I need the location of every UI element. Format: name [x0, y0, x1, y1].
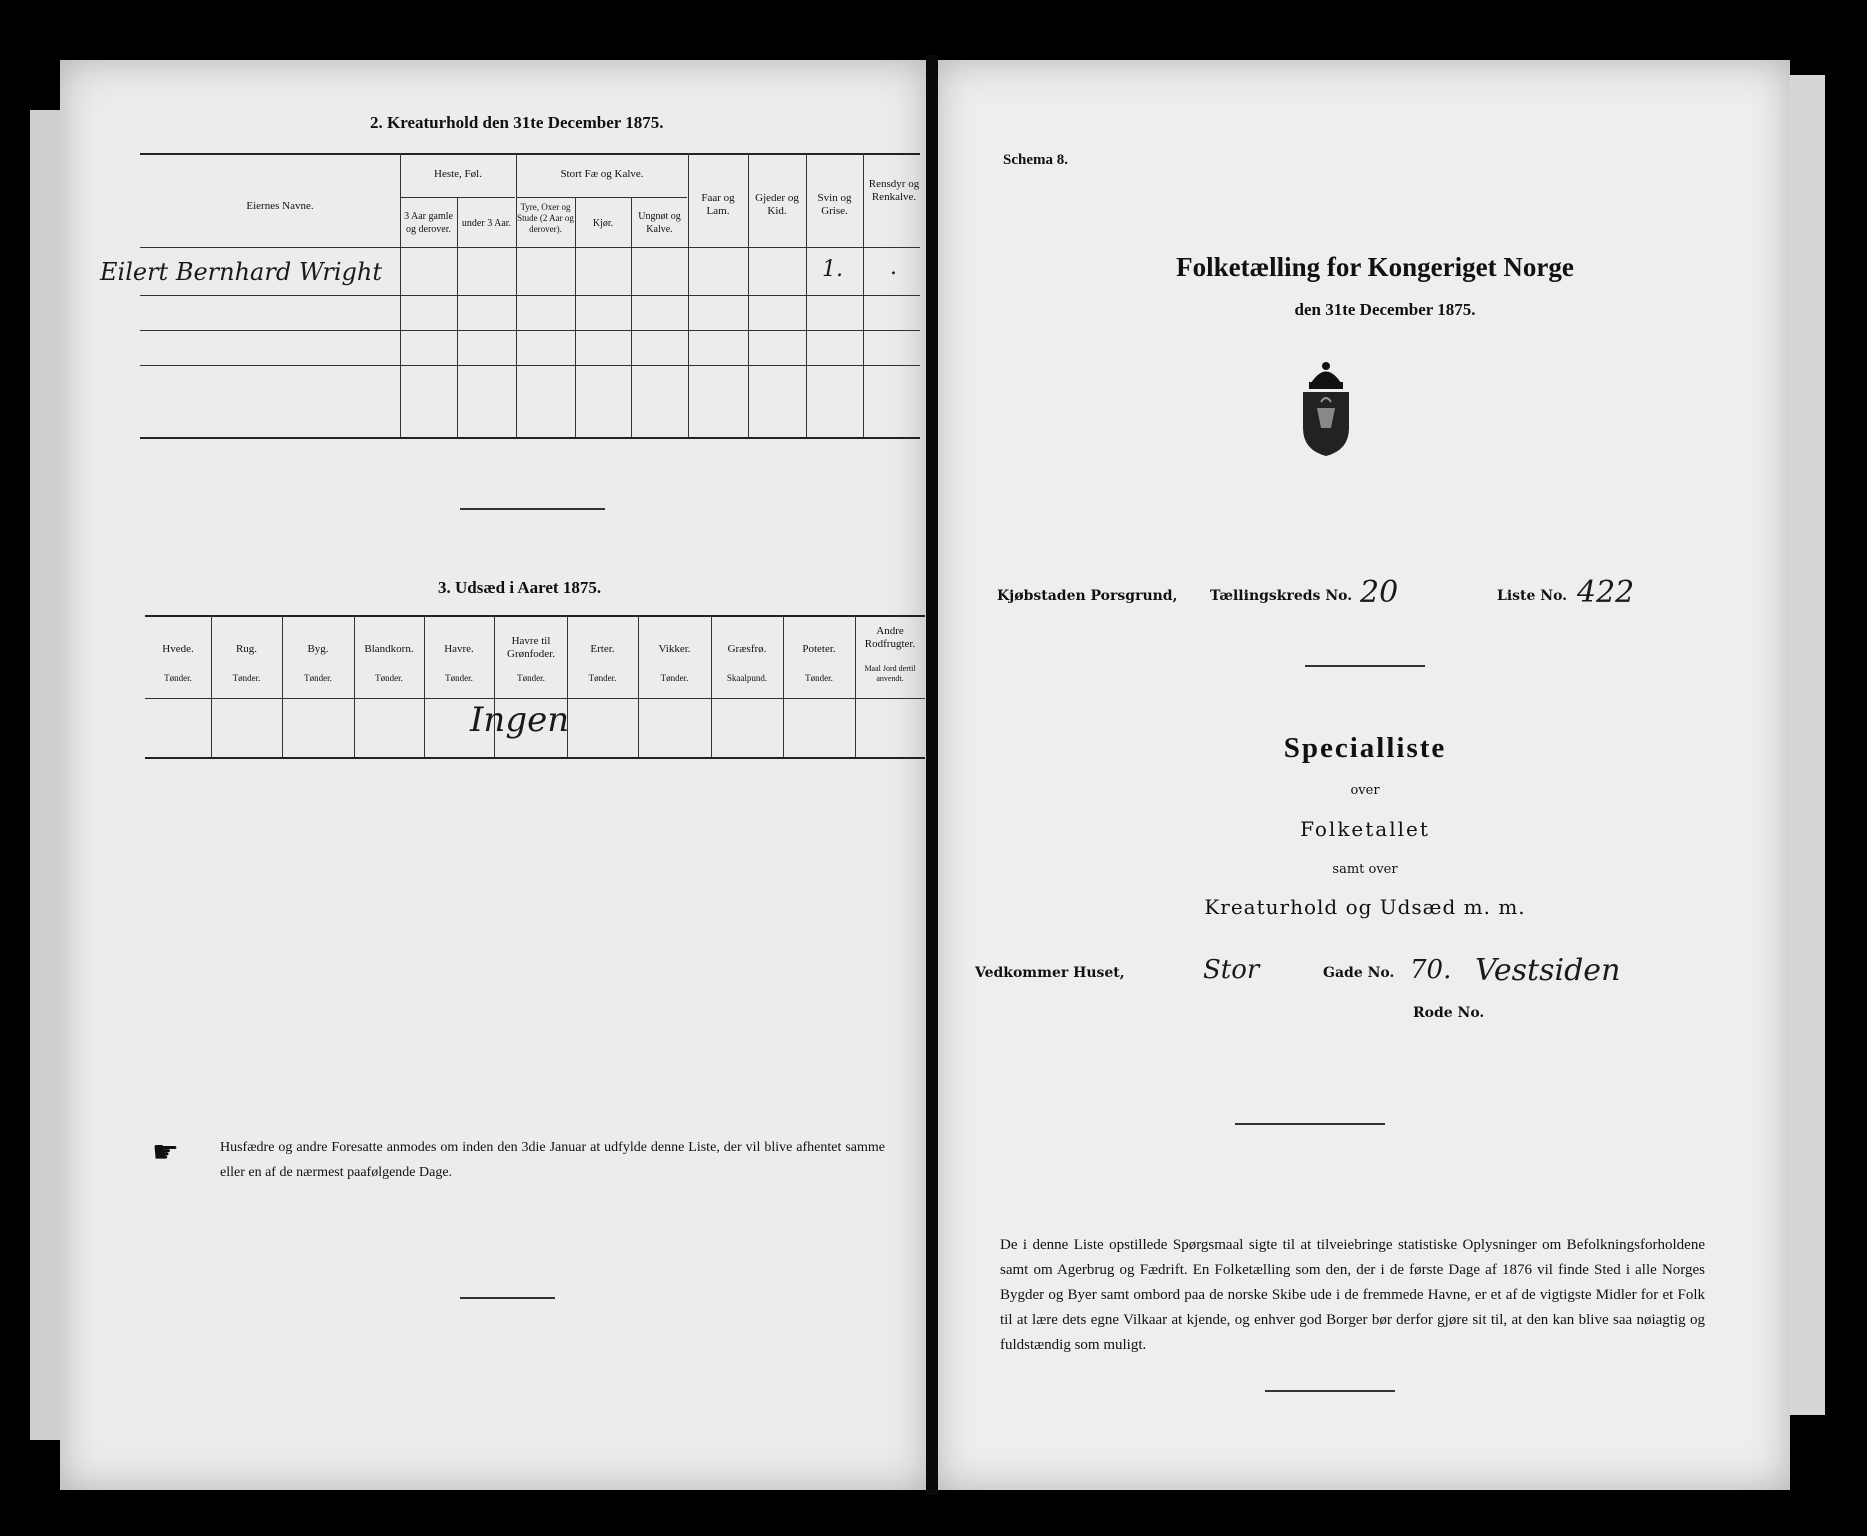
owner-name-handwritten: Eilert Bernhard Wright: [100, 258, 383, 286]
seed-unit-mixed: Tønder.: [375, 673, 403, 683]
section2-title: 2. Kreaturhold den 31te December 1875.: [370, 113, 664, 132]
side-handwritten: Vestsiden: [1475, 953, 1621, 988]
seed-unit-wheat: Tønder.: [164, 673, 192, 683]
pointing-hand-icon: ☛: [152, 1135, 179, 1170]
header-horses-old: 3 Aar gamle og derover.: [404, 211, 453, 235]
seed-unit-grass: Skaalpund.: [726, 673, 768, 683]
date-line: den 31te December 1875.: [1294, 300, 1476, 319]
livestock-row-line-1: [140, 295, 920, 296]
seed-header-potatoes: Poteter.: [802, 643, 836, 655]
seed-table-bottom: [145, 757, 925, 759]
seed-header-line: [145, 698, 925, 699]
house-label: Vedkommer Huset,: [975, 965, 1125, 981]
seed-col-divider: [711, 615, 712, 757]
schema-label: Schema 8.: [1003, 152, 1068, 168]
list-label: Liste No.: [1497, 588, 1568, 604]
header-pigs: Svin og Grise.: [817, 192, 852, 217]
livestock-table-bottom: [140, 437, 920, 439]
header-goats: Gjeder og Kid.: [755, 192, 799, 217]
livestock-table-top: [140, 153, 920, 155]
header-sheep: Faar og Lam.: [701, 192, 735, 217]
district-number-handwritten: 20: [1360, 575, 1399, 610]
gade-number-handwritten: 70.: [1410, 955, 1452, 985]
header-cattle-young: Ungnøt og Kalve.: [638, 211, 681, 235]
header-horses-young: under 3 Aar.: [461, 218, 512, 229]
seed-header-mixed: Blandkorn.: [364, 643, 414, 655]
street-handwritten: Stor: [1203, 955, 1260, 985]
samt-over-text: samt over: [1332, 862, 1398, 877]
seed-col-divider: [424, 615, 425, 757]
seed-col-divider: [638, 615, 639, 757]
seed-header-rye: Rug.: [235, 643, 258, 655]
col-divider: [516, 153, 517, 437]
col-divider: [400, 153, 401, 437]
header-cattle-bulls: Tyre, Oxer og Stude (2 Aar og derover).: [517, 202, 574, 234]
col-divider: [457, 197, 458, 437]
seed-unit-vetch: Tønder.: [660, 673, 689, 683]
header-owner: Eiernes Navne.: [246, 200, 314, 212]
kreaturhold-title: Kreaturhold og Udsæd m. m.: [1204, 895, 1526, 919]
seed-header-peas: Erter.: [590, 643, 615, 655]
seed-header-vetch: Vikker.: [658, 643, 691, 655]
separator-line: [1235, 1123, 1385, 1125]
over-text: over: [1350, 783, 1380, 798]
seed-row-note-handwritten: Ingen: [470, 700, 570, 740]
seed-unit-peas: Tønder.: [588, 673, 617, 683]
gade-label: Gade No.: [1323, 965, 1395, 981]
book-binding: [926, 55, 938, 1495]
col-divider: [575, 197, 576, 437]
seed-unit-roots: Maal Jord dertil anvendt.: [864, 664, 916, 683]
header-cattle: Stort Fæ og Kalve.: [560, 168, 644, 180]
list-number-handwritten: 422: [1577, 575, 1635, 610]
separator-line: [460, 508, 605, 510]
main-title: Folketælling for Kongeriget Norge: [1176, 252, 1574, 282]
pigs-count-handwritten: 1.: [822, 257, 843, 282]
coat-of-arms-icon: [1291, 358, 1361, 458]
seed-col-divider: [354, 615, 355, 757]
reindeer-mark: .: [890, 255, 897, 280]
livestock-row-line-3: [140, 365, 920, 366]
seed-header-wheat: Hvede.: [162, 643, 194, 655]
seed-col-divider: [783, 615, 784, 757]
livestock-row-line-2: [140, 330, 920, 331]
header-horses: Heste, Føl.: [434, 168, 482, 180]
left-page: [60, 60, 928, 1490]
right-page: [935, 60, 1790, 1490]
seed-unit-rye: Tønder.: [232, 673, 261, 683]
bottom-rule: [460, 1297, 555, 1299]
seed-header-grass: Græsfrø.: [727, 643, 767, 655]
cattle-subheader-line: [517, 197, 687, 198]
notice-text: Husfædre og andre Foresatte anmodes om inden den 3die Januar at udfylde denne Liste, der vil blive afhentet samme eller en af de nærmest paafølgende Dage.: [220, 1140, 885, 1180]
bottom-rule: [1265, 1390, 1395, 1392]
separator-line: [1305, 665, 1425, 667]
town-label: Kjøbstaden Porsgrund,: [997, 588, 1178, 604]
header-reindeer: Rensdyr og Renkalve.: [868, 178, 920, 203]
seed-col-divider: [211, 615, 212, 757]
seed-header-green-oats: Havre til Grønfoder.: [507, 635, 555, 660]
header-cattle-cows: Kjør.: [592, 218, 614, 229]
seed-header-oats: Havre.: [444, 643, 474, 655]
seed-unit-barley: Tønder.: [304, 673, 332, 683]
seed-unit-potatoes: Tønder.: [805, 673, 833, 683]
seed-header-barley: Byg.: [307, 643, 329, 655]
rode-label: Rode No.: [1413, 1005, 1485, 1021]
seed-table-top: [145, 615, 925, 617]
seed-header-roots: Andre Rodfrugter.: [864, 625, 916, 650]
section3-title: 3. Udsæd i Aaret 1875.: [438, 578, 602, 597]
specialliste-title: Specialliste: [1283, 732, 1447, 764]
livestock-header-line: [140, 247, 920, 248]
seed-unit-green-oats: Tønder.: [517, 673, 545, 683]
folketallet-title: Folketallet: [1300, 817, 1430, 841]
explanation-paragraph: De i denne Liste opstillede Spørgsmaal sigte til at tilveiebringe statistiske Oplysninger om Befolkningsforholdene samt om Agerbrug og Fædrift. En Folketælling som den, der i de første Dage af 1876 vil finde Sted i alle Norges Bygder og Byer samt ombord paa de norske Skibe ude i de fremmede Havne, er et af de vigtigste Midler for et Folk til at lære dets egne Vilkaar at kjende, og enhver god Borger bør derfor gjøre sit til, at den kan blive saa nøiagtig og fuldstændig som muligt.: [1000, 1237, 1705, 1353]
seed-col-divider: [282, 615, 283, 757]
district-label: Tællingskreds No.: [1210, 588, 1353, 604]
seed-unit-oats: Tønder.: [445, 673, 473, 683]
